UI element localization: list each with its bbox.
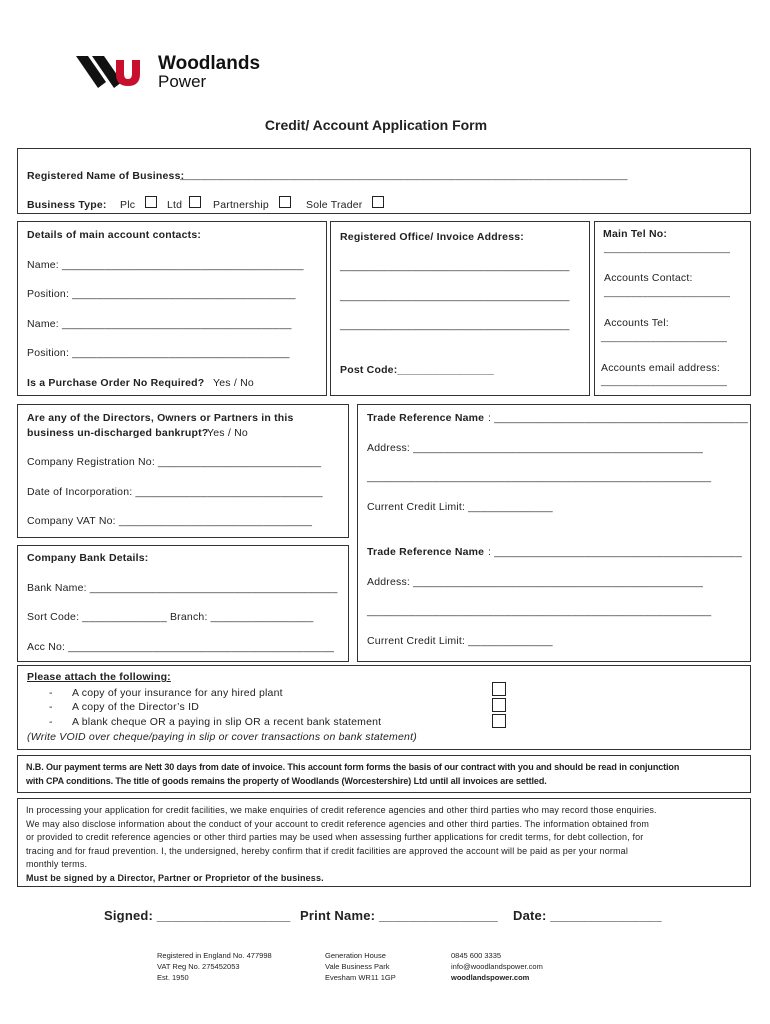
po-question: Is a Purchase Order No Required? — [27, 377, 205, 389]
page-title: Credit/ Account Application Form — [264, 117, 488, 133]
main-tel-field[interactable]: _______________________ — [604, 243, 731, 254]
accounts-tel-label: Accounts Tel: — [604, 317, 669, 329]
po-answer[interactable]: Yes / No — [213, 377, 254, 389]
terms-line-2: We may also disclose information about the conduct of your account to credit reference agencies and other third parties. The information obtained from — [26, 819, 649, 829]
attach-id-checkbox[interactable] — [492, 698, 506, 712]
footer-reg-no: Registered in England No. 477998 — [157, 951, 272, 960]
contact-name-1-field[interactable]: Name: ________________________________________ — [27, 259, 304, 271]
bankrupt-answer[interactable]: Yes / No — [207, 427, 248, 439]
footer-company-col — [157, 950, 272, 983]
registered-name-field[interactable]: ______________________________________________________________________________________ — [180, 170, 628, 180]
terms-line-4: tracing and for fraud prevention. I, the undersigned, hereby confirm that if credit facilities are approved the account will be paid as per your normal — [26, 846, 628, 856]
trade-ref-1-address-line[interactable]: _________________________________________________________ — [367, 471, 712, 483]
nb-line-2: with CPA conditions. The title of goods remains the property of Woodlands (Worcestershire) Ltd until all invoices are settled. — [26, 776, 547, 786]
footer-address-1: Generation House — [325, 951, 386, 960]
trade-ref-1-limit-field[interactable]: Current Credit Limit: ______________ — [367, 501, 553, 513]
bank-heading: Company Bank Details: — [27, 552, 149, 564]
attach-note: (Write VOID over cheque/paying in slip or cover transactions on bank statement) — [27, 731, 417, 743]
trade-ref-1-address-field[interactable]: Address: ________________________________________________ — [367, 442, 704, 454]
company-logo — [76, 52, 266, 94]
bank-name-field[interactable]: Bank Name: _________________________________________ — [27, 582, 338, 594]
terms-line-1: In processing your application for credit facilities, we make enquiries of credit reference agencies and other third parties who may record those enquiries. — [26, 805, 657, 815]
trade-ref-2-label: Trade Reference Name — [367, 546, 485, 558]
company-reg-no-field[interactable]: Company Registration No: ___________________________ — [27, 456, 322, 468]
type-partnership-checkbox[interactable] — [279, 196, 291, 208]
contact-position-2-field[interactable]: Position: ____________________________________ — [27, 347, 290, 359]
attach-insurance-checkbox[interactable] — [492, 682, 506, 696]
attach-cheque-checkbox[interactable] — [492, 714, 506, 728]
accounts-email-field[interactable]: _______________________ — [601, 376, 728, 387]
business-type-label: Business Type: — [27, 199, 107, 211]
attach-item-2-bullet: - — [49, 701, 53, 713]
type-ltd-checkbox[interactable] — [189, 196, 201, 208]
footer-address-col — [325, 950, 396, 983]
contacts-heading: Details of main account contacts: — [27, 229, 202, 241]
contacts-section — [17, 221, 327, 396]
footer-contact-col — [451, 950, 543, 983]
footer-vat-no: VAT Reg No. 275452053 — [157, 962, 240, 971]
type-sole-trader-label: Sole Trader — [306, 199, 363, 211]
terms-line-5: monthly terms. — [26, 859, 88, 869]
type-partnership-label: Partnership — [213, 199, 269, 211]
terms-line-3: or provided to credit reference agencies or other third parties may be used when assessing further applications for credit terms, for debt collection, for — [26, 832, 644, 842]
signed-field[interactable]: Signed: __________________ — [104, 908, 291, 923]
trade-ref-2-limit-field[interactable]: Current Credit Limit: ______________ — [367, 635, 553, 647]
type-plc-label: Plc — [120, 199, 136, 211]
account-number-field[interactable]: Acc No: ____________________________________________ — [27, 641, 335, 653]
trade-ref-2-name-field[interactable]: : _________________________________________ — [488, 546, 742, 558]
sort-code-branch-field[interactable]: Sort Code: ______________ Branch: _________________ — [27, 611, 314, 623]
registered-name-label: Registered Name of Business: — [27, 170, 185, 182]
footer-established: Est. 1950 — [157, 973, 189, 982]
trade-ref-2-address-field[interactable]: Address: ________________________________________________ — [367, 576, 704, 588]
attach-heading: Please attach the following: — [27, 671, 171, 683]
attach-item-3: A blank cheque OR a paying in slip OR a recent bank statement — [72, 716, 382, 728]
contact-name-2-field[interactable]: Name: ______________________________________ — [27, 318, 292, 330]
office-address-line-3[interactable]: ______________________________________ — [340, 319, 570, 331]
accounts-contact-field[interactable]: _______________________ — [604, 287, 731, 298]
date-field[interactable]: Date: _______________ — [513, 908, 662, 923]
footer — [157, 950, 577, 990]
type-plc-checkbox[interactable] — [145, 196, 157, 208]
incorporation-date-field[interactable]: Date of Incorporation: _______________________________ — [27, 486, 323, 498]
accounts-tel-field[interactable]: _______________________ — [601, 332, 728, 343]
office-address-line-2[interactable]: ______________________________________ — [340, 290, 570, 302]
type-sole-trader-checkbox[interactable] — [372, 196, 384, 208]
office-address-line-1[interactable]: ______________________________________ — [340, 260, 570, 272]
attach-item-2: A copy of the Director’s ID — [72, 701, 199, 713]
company-vat-field[interactable]: Company VAT No: ________________________________ — [27, 515, 313, 527]
nb-line-1: N.B. Our payment terms are Nett 30 days from date of invoice. This account form forms the basis of our contract with you and should be read in conjunction — [26, 762, 680, 772]
contact-position-1-field[interactable]: Position: _____________________________________ — [27, 288, 296, 300]
trade-ref-1-name-field[interactable]: : __________________________________________ — [488, 412, 748, 424]
office-heading: Registered Office/ Invoice Address: — [340, 231, 524, 243]
footer-website[interactable]: woodlandspower.com — [451, 973, 530, 982]
accounts-email-label: Accounts email address: — [601, 362, 720, 374]
office-postcode-field[interactable]: Post Code:________________ — [340, 364, 495, 376]
trade-ref-2-address-line[interactable]: _________________________________________________________ — [367, 605, 712, 617]
attach-item-3-bullet: - — [49, 716, 53, 728]
bankrupt-question-line-1: Are any of the Directors, Owners or Partners in this — [27, 412, 294, 424]
bankrupt-question-line-2: business un-discharged bankrupt? — [27, 427, 209, 439]
attach-item-1-bullet: - — [49, 687, 53, 699]
brand-subname: Power — [158, 72, 207, 91]
accounts-contact-label: Accounts Contact: — [604, 272, 693, 284]
type-ltd-label: Ltd — [167, 199, 183, 211]
woodlands-logo-icon — [76, 52, 154, 92]
footer-email[interactable]: info@woodlandspower.com — [451, 962, 543, 971]
signatory-note: Must be signed by a Director, Partner or Proprietor of the business. — [26, 873, 324, 883]
footer-phone[interactable]: 0845 600 3335 — [451, 951, 502, 960]
brand-name: Woodlands — [158, 53, 261, 74]
trade-ref-1-label: Trade Reference Name — [367, 412, 485, 424]
attach-item-1: A copy of your insurance for any hired plant — [72, 687, 283, 699]
footer-address-2: Vale Business Park — [325, 962, 390, 971]
print-name-field[interactable]: Print Name: ________________ — [300, 908, 498, 923]
footer-address-3: Evesham WR11 1GP — [325, 973, 396, 982]
main-tel-heading: Main Tel No: — [603, 228, 668, 240]
